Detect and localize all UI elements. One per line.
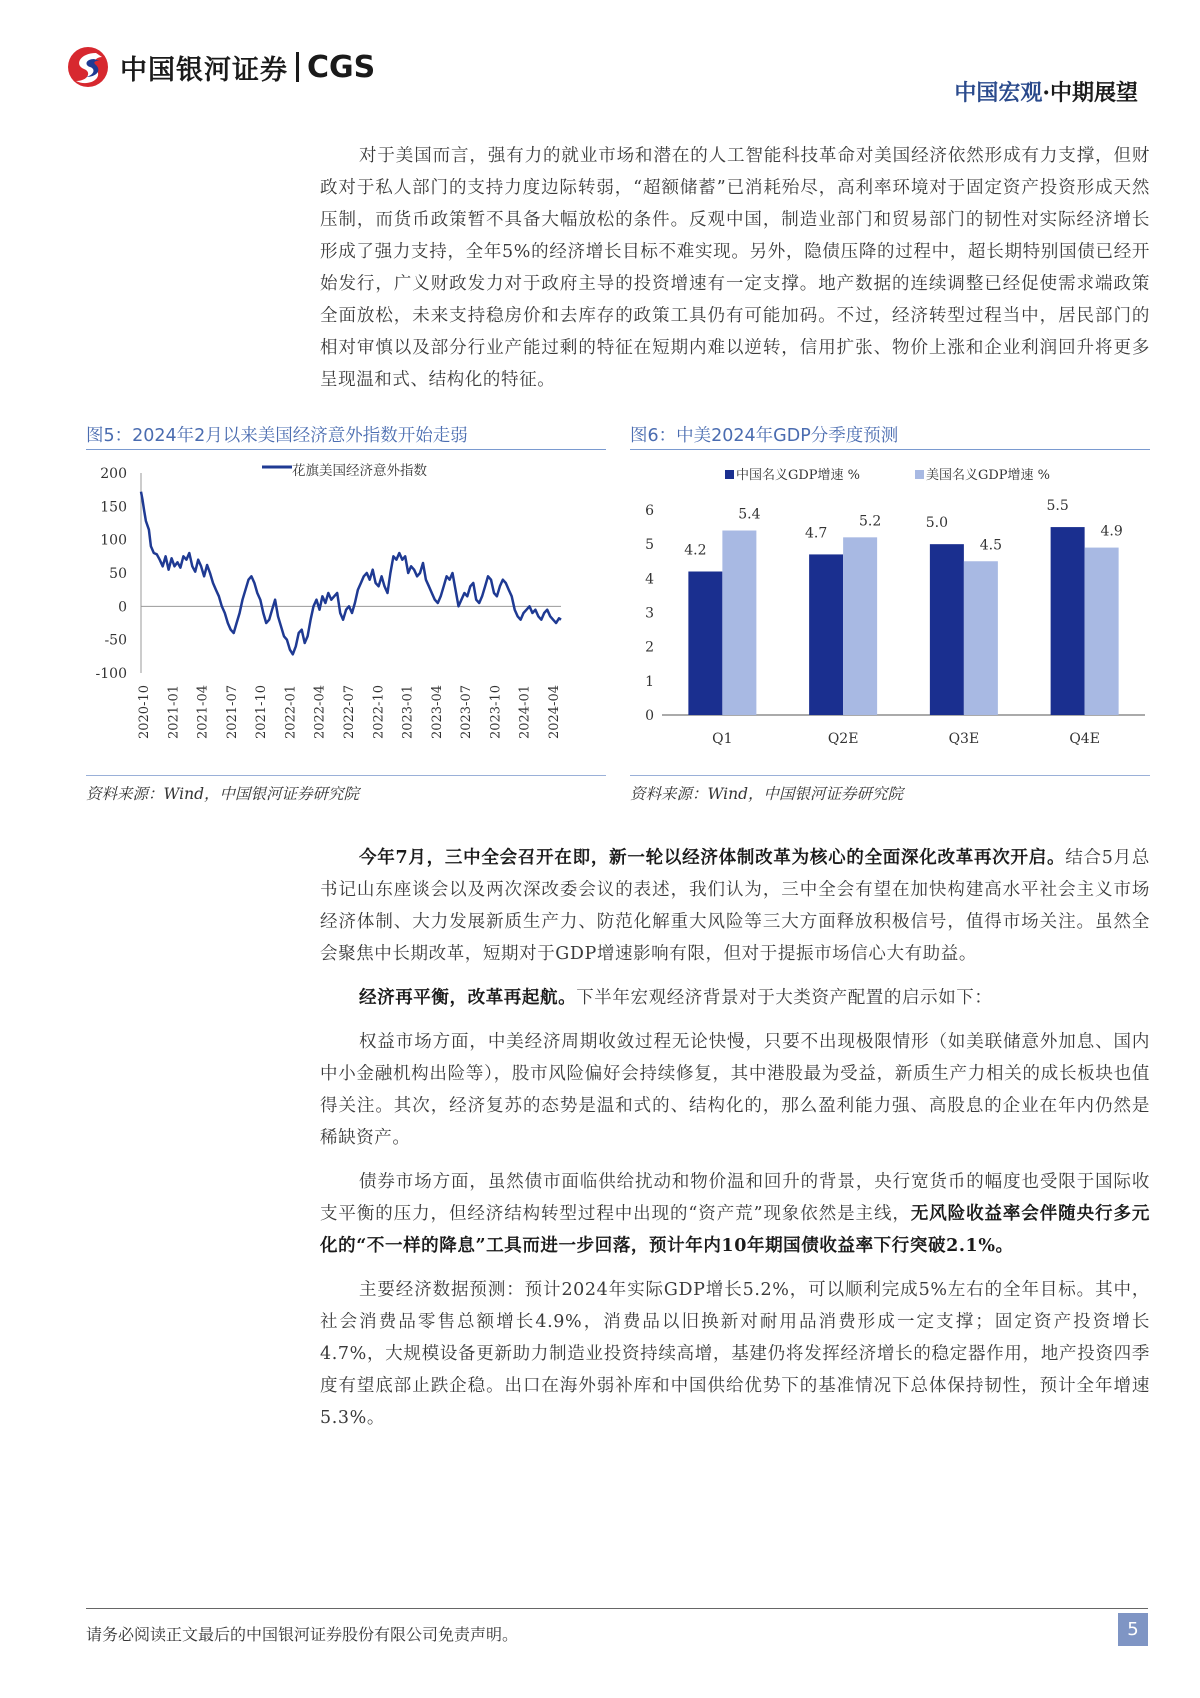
figure5-bottom-rule: [86, 775, 606, 776]
legend-label: 美国名义GDP增速 %: [926, 468, 1051, 483]
y-tick-label: -50: [104, 632, 127, 649]
x-tick-label: 2023-10: [488, 685, 504, 740]
y-tick-label: 5: [645, 537, 654, 554]
bar-value-label: 5.5: [1046, 498, 1069, 515]
y-tick-label: 150: [100, 499, 127, 516]
bar: [688, 572, 722, 716]
paragraph-2: [320, 842, 1150, 970]
figure6-bottom-rule: [630, 775, 1150, 776]
bar-value-label: 4.7: [804, 525, 828, 542]
y-tick-label: 200: [100, 466, 127, 482]
y-tick-label: 100: [100, 532, 127, 549]
x-tick-label: 2022-07: [342, 685, 357, 740]
figure6-title: 图6：中美2024年GDP分季度预测: [630, 426, 899, 446]
footer-rule: [86, 1608, 1148, 1609]
paragraph-4: 权益市场方面，中美经济周期收敛过程无论快慢，只要不出现极限情形（如美联储意外加息、国内中小金融机构出险等），股市风险偏好会持续修复，其中港股最为受益，新质生产力相关的成长板块也值得关注。其次，经济复苏的态势是温和式的、结构化的，那么盈利能力强、高股息的企业在年内仍然是稀缺资产。: [320, 1032, 1150, 1148]
bar-value-label: 5.4: [738, 506, 761, 523]
brand-logo: [66, 44, 375, 90]
footer-disclaimer: 请务必阅读正文最后的中国银河证券股份有限公司免责声明。: [86, 1625, 519, 1644]
figure6-title-rule: [630, 449, 1150, 450]
category-label: Q1: [712, 731, 733, 747]
bar: [930, 544, 964, 715]
x-tick-label: 2021-04: [195, 685, 211, 740]
bar: [1051, 527, 1085, 715]
x-tick-label: 2021-01: [166, 685, 182, 740]
paragraph-5-body: 债券市场方面，虽然债市面临供给扰动和物价温和回升的背景，央行宽货币的幅度也受限于国际收支平衡的压力，但经济结构转型过程中出现的“资产荒”现象依然是主线，: [320, 1172, 1150, 1224]
x-tick-label: 2021-07: [224, 685, 240, 740]
paragraph-block-2: [320, 842, 1150, 1434]
x-tick-label: 2023-07: [459, 685, 475, 740]
logo-cn-text: 中国银河证券: [120, 54, 288, 86]
y-tick-label: 1: [645, 673, 654, 690]
category-label: Q4E: [1069, 731, 1100, 747]
x-tick-label: 2022-10: [371, 685, 387, 740]
paragraph-1: [320, 140, 1150, 396]
bar: [964, 561, 998, 715]
y-tick-label: 0: [645, 708, 654, 724]
logo-en-text: CGS: [307, 49, 376, 85]
x-tick-label: 2020-10: [137, 685, 152, 740]
paragraph-3-body: 下半年宏观经济背景对于大类资产配置的启示如下：: [576, 988, 993, 1008]
figure5-line-chart: [86, 455, 606, 775]
figure5-title-rule: [86, 449, 606, 450]
x-tick-label: 2023-01: [400, 685, 416, 740]
paragraph-6: 主要经济数据预测：预计2024年实际GDP增长5.2%，可以顺利完成5%左右的全年目标。其中，社会消费品零售总额增长4.9%，消费品以旧换新对耐用品消费形成一定支撑；固定资产投资增长4.7%，大规模设备更新助力制造业投资持续高增，基建仍将发挥经济增长的稳定器作用，地产投资四季度有望底部止跌企稳。出口在海外弱补库和中国供给优势下的基准情况下总体保持韧性，预计全年增速5.3%。: [320, 1280, 1150, 1428]
bar-value-label: 4.5: [979, 537, 1003, 554]
paragraph-2-body: 结合5月总书记山东座谈会以及两次深改委会议的表述，我们认为，三中全会有望在加快构建高水平社会主义市场经济体制、大力发展新质生产力、防范化解重大风险等三大方面释放积极信号，值得市场关注。虽然全会聚焦中长期改革，短期对于GDP增速影响有限，但对于提振市场信心大有助益。: [320, 848, 1150, 964]
bar-value-label: 4.2: [684, 542, 707, 559]
y-tick-label: 4: [645, 571, 654, 588]
bar-value-label: 5.2: [858, 513, 882, 530]
paragraph-3-lead: 经济再平衡，改革再起航。: [359, 988, 577, 1008]
paragraph-5-conclusion: 无风险收益率会伴随央行多元化的“不一样的降息”工具而进一步回落，预计年内10年期国债收益率下行突破2.1%。: [320, 1204, 1150, 1256]
bar: [722, 531, 756, 716]
x-tick-label: 2022-04: [312, 685, 328, 740]
cgs-logo-icon: [66, 45, 110, 89]
bar-value-label: 4.9: [1100, 523, 1123, 540]
page-number: 5: [1118, 1613, 1148, 1646]
y-tick-label: 3: [645, 605, 654, 622]
y-tick-label: 2: [645, 639, 654, 656]
legend-label: 花旗美国经济意外指数: [292, 463, 427, 479]
y-tick-label: 50: [109, 566, 127, 582]
section-suffix: ·中期展望: [1042, 80, 1138, 106]
legend-label: 中国名义GDP增速 %: [736, 468, 861, 483]
category-label: Q3E: [948, 731, 980, 747]
y-tick-label: -100: [95, 666, 127, 682]
x-tick-label: 2023-04: [429, 685, 445, 740]
logo-divider: [296, 52, 299, 82]
report-section-title: [954, 76, 1138, 107]
series-line: [141, 492, 561, 655]
x-tick-label: 2024-01: [517, 685, 533, 740]
y-tick-label: 6: [645, 503, 654, 519]
paragraph-3: [320, 982, 1150, 1014]
legend-swatch: [915, 470, 924, 479]
bar: [843, 537, 877, 715]
figure5-source: 资料来源：Wind，中国银河证券研究院: [86, 785, 360, 803]
bar: [1085, 548, 1119, 715]
bar-value-label: 5.0: [925, 515, 949, 532]
x-tick-label: 2021-10: [254, 685, 270, 740]
paragraph-text: 对于美国而言，强有力的就业市场和潜在的人工智能科技革命对美国经济依然形成有力支撑，但财政对于私人部门的支持力度边际转弱，“超额储蓄”已消耗殆尽，高利率环境对于固定资产投资形成天然压制，而货币政策暂不具备大幅放松的条件。反观中国，制造业部门和贸易部门的韧性对实际经济增长形成了强力支持，全年5%的经济增长目标不难实现。另外，隐债压降的过程中，超长期特别国债已经开始发行，广义财政发力对于政府主导的投资增速有一定支撑。地产数据的连续调整已经促使需求端政策全面放松，未来支持稳房价和去库存的政策工具仍有可能加码。不过，经济转型过程当中，居民部门的相对审慎以及部分行业产能过剩的特征在短期内难以逆转，信用扩张、物价上涨和企业利润回升将更多呈现温和式、结构化的特征。: [320, 146, 1150, 390]
category-label: Q2E: [827, 731, 859, 747]
legend-swatch: [725, 470, 734, 479]
section-prefix: 中国宏观: [954, 80, 1043, 106]
paragraph-2-lead: 今年7月，三中全会召开在即，新一轮以经济体制改革为核心的全面深化改革再次开启。: [359, 848, 1066, 868]
figure6-bar-chart: [630, 455, 1150, 775]
x-tick-label: 2024-04: [547, 685, 562, 740]
figure5-title: 图5：2024年2月以来美国经济意外指数开始走弱: [86, 426, 468, 446]
paragraph-5: [320, 1166, 1150, 1262]
bar: [809, 554, 843, 715]
x-tick-label: 2022-01: [283, 685, 299, 740]
figure6-source: 资料来源：Wind，中国银河证券研究院: [630, 785, 904, 803]
y-tick-label: 0: [118, 599, 127, 616]
